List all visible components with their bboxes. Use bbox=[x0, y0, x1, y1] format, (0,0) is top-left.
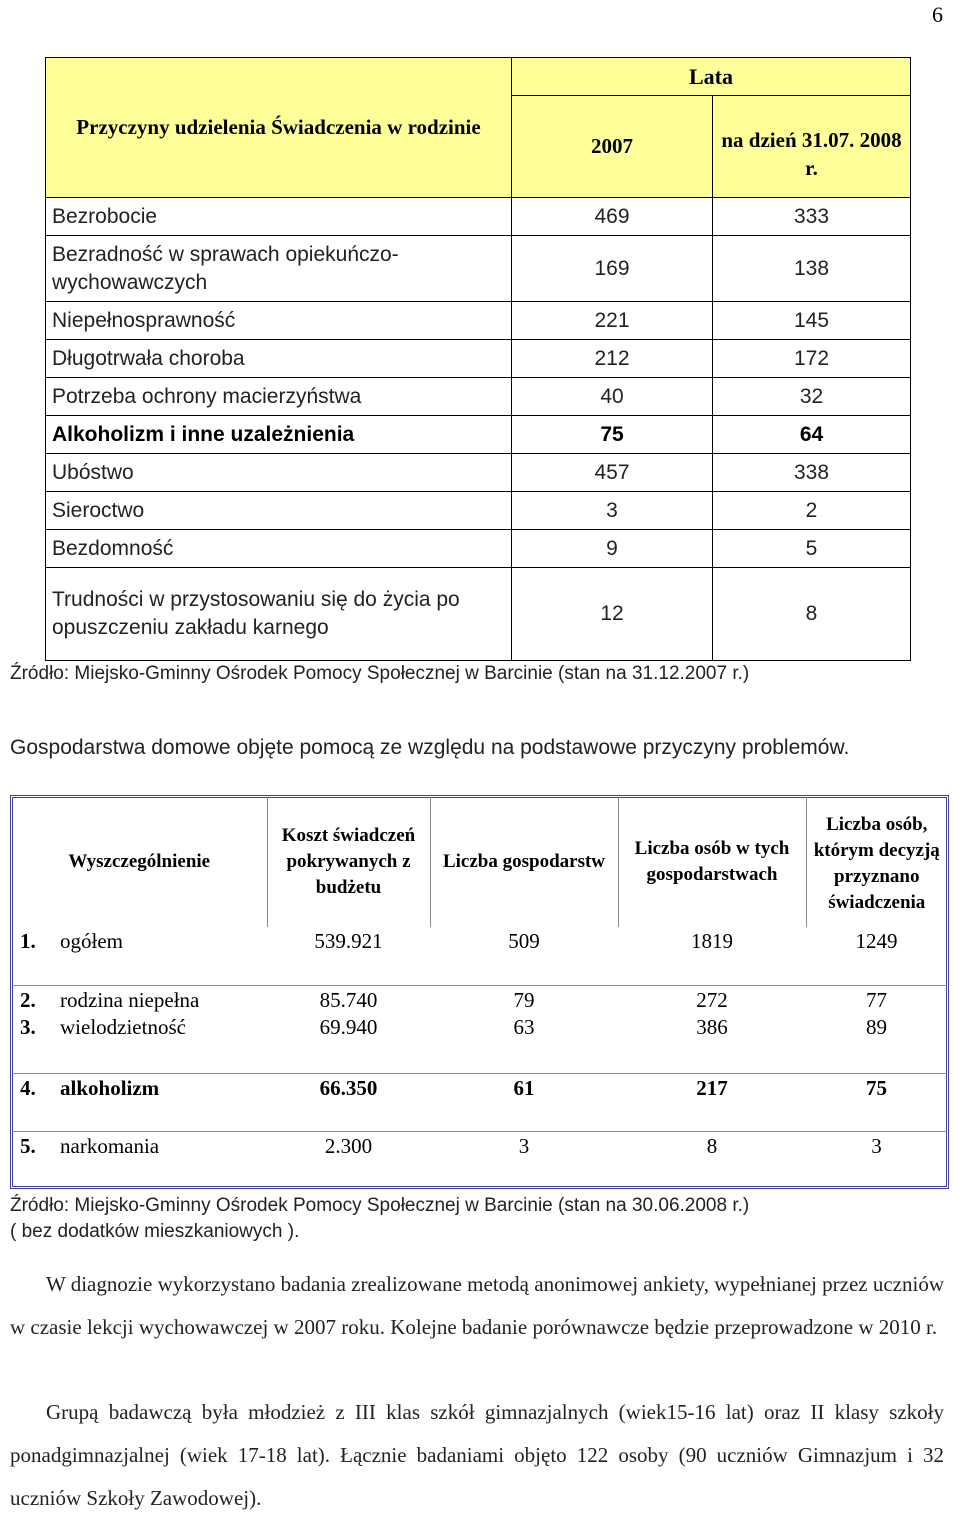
row-name: narkomania bbox=[60, 1131, 267, 1187]
row-granted: 1249 bbox=[855, 929, 898, 953]
row-granted: 75 bbox=[806, 1073, 947, 1131]
row-name: wielodzietność bbox=[60, 1015, 186, 1039]
header-2007: 2007 bbox=[512, 96, 713, 198]
table2-source bbox=[10, 1193, 749, 1245]
table1-source: Źródło: Miejsko-Gminny Ośrodek Pomocy Społecznej w Barcinie (stan na 31.12.2007 r.) bbox=[10, 663, 750, 684]
table2-source-line2: ( bez dodatków mieszkaniowych ). bbox=[10, 1221, 300, 1242]
table-row bbox=[12, 985, 947, 1015]
header-persons: Liczba osób w tych gospodarstwach bbox=[618, 797, 806, 927]
row-label: Niepełnosprawność bbox=[46, 302, 512, 340]
row-persons: 217 bbox=[618, 1073, 806, 1131]
value-2008: 64 bbox=[713, 416, 911, 454]
row-number: 4. bbox=[12, 1073, 60, 1131]
households-table bbox=[12, 797, 947, 1187]
row-granted: 3 bbox=[806, 1131, 947, 1187]
value-2008: 32 bbox=[713, 378, 911, 416]
row-cost: 69.940 bbox=[319, 1015, 378, 1039]
row-persons: 272 bbox=[618, 985, 806, 1015]
value-2007: 9 bbox=[512, 530, 713, 568]
paragraph-2-text: Grupą badawczą była młodzież z III klas szkół gimnazjalnych (wiek15-16 lat) oraz II klasy szkoły ponadgimnazjalnej (wiek 17-18 lat). Łącznie badaniami objęto 122 osoby (90 uczniów Gimnazjum i 32 uczniów Szkoły Zawodowej). bbox=[10, 1400, 944, 1510]
row-name: ogółem bbox=[60, 929, 123, 953]
paragraph-1-text: W diagnozie wykorzystano badania zrealizowane metodą anonimowej ankiety, wypełnianej przez uczniów w czasie lekcji wychowawczej w 2007 roku. Kolejne badanie porównawcze będzie przeprowadzone w 2010 r. bbox=[10, 1272, 944, 1339]
value-2008: 145 bbox=[713, 302, 911, 340]
row-granted: 89 bbox=[866, 1015, 887, 1039]
value-2007: 469 bbox=[512, 198, 713, 236]
page-number: 6 bbox=[932, 2, 943, 27]
header-households: Liczba gospodarstw bbox=[430, 797, 618, 927]
header-cause: Przyczyny udzielenia Świadczenia w rodzinie bbox=[46, 58, 512, 198]
row-label: Bezradność w sprawach opiekuńczo-wychowawczych bbox=[46, 236, 512, 302]
row-persons: 8 bbox=[618, 1131, 806, 1187]
row-persons: 1819 bbox=[691, 929, 733, 953]
value-2008: 333 bbox=[713, 198, 911, 236]
row-persons: 386 bbox=[696, 1015, 728, 1039]
row-granted: 77 bbox=[806, 985, 947, 1015]
row-label: Trudności w przystosowaniu się do życia po opuszczeniu zakładu karnego bbox=[46, 568, 512, 661]
row-label: Alkoholizm i inne uzależnienia bbox=[46, 416, 512, 454]
causes-table bbox=[45, 57, 911, 661]
header-cost: Koszt świadczeń pokrywanych z budżetu bbox=[267, 797, 430, 927]
row-cost: 85.740 bbox=[267, 985, 430, 1015]
row-name: alkoholizm bbox=[60, 1073, 267, 1131]
value-2008: 138 bbox=[713, 236, 911, 302]
table-row bbox=[12, 1015, 947, 1073]
row-households: 63 bbox=[513, 1015, 535, 1039]
row-households: 3 bbox=[430, 1131, 618, 1187]
row-label: Bezrobocie bbox=[46, 198, 512, 236]
value-2008: 5 bbox=[713, 530, 911, 568]
row-number: 5. bbox=[12, 1131, 60, 1187]
row-number: 1. bbox=[20, 929, 36, 953]
value-2007: 457 bbox=[512, 454, 713, 492]
table-row bbox=[12, 1131, 947, 1187]
table-row bbox=[12, 927, 947, 985]
row-households: 79 bbox=[430, 985, 618, 1015]
value-2007: 40 bbox=[512, 378, 713, 416]
row-label: Długotrwała choroba bbox=[46, 340, 512, 378]
table-row bbox=[12, 1073, 947, 1131]
value-2007: 221 bbox=[512, 302, 713, 340]
row-label: Sieroctwo bbox=[46, 492, 512, 530]
row-households: 61 bbox=[430, 1073, 618, 1131]
row-cost: 66.350 bbox=[267, 1073, 430, 1131]
value-2007: 12 bbox=[512, 568, 713, 661]
value-2008: 172 bbox=[713, 340, 911, 378]
row-number: 3. bbox=[20, 1015, 36, 1039]
header-granted: Liczba osób, którym decyzją przyznano świadczenia bbox=[806, 797, 947, 927]
row-label: Potrzeba ochrony macierzyństwa bbox=[46, 378, 512, 416]
value-2007: 75 bbox=[512, 416, 713, 454]
table2-heading: Gospodarstwa domowe objęte pomocą ze względu na podstawowe przyczyny problemów. bbox=[10, 736, 850, 759]
row-name: rodzina niepełna bbox=[60, 985, 267, 1015]
value-2007: 169 bbox=[512, 236, 713, 302]
header-years: Lata bbox=[512, 58, 911, 96]
row-cost: 2.300 bbox=[267, 1131, 430, 1187]
header-2008: na dzień 31.07. 2008 r. bbox=[713, 96, 911, 198]
row-label: Ubóstwo bbox=[46, 454, 512, 492]
value-2008: 2 bbox=[713, 492, 911, 530]
row-number: 2. bbox=[12, 985, 60, 1015]
row-cost: 539.921 bbox=[314, 929, 383, 953]
paragraph-2 bbox=[10, 1391, 944, 1520]
paragraph-1 bbox=[10, 1263, 944, 1349]
value-2007: 212 bbox=[512, 340, 713, 378]
row-households: 509 bbox=[508, 929, 540, 953]
header-spec: Wyszczególnienie bbox=[68, 851, 211, 872]
value-2008: 8 bbox=[713, 568, 911, 661]
row-label: Bezdomność bbox=[46, 530, 512, 568]
value-2008: 338 bbox=[713, 454, 911, 492]
table2-source-line1: Źródło: Miejsko-Gminny Ośrodek Pomocy Społecznej w Barcinie (stan na 30.06.2008 r.) bbox=[10, 1195, 750, 1216]
value-2007: 3 bbox=[512, 492, 713, 530]
